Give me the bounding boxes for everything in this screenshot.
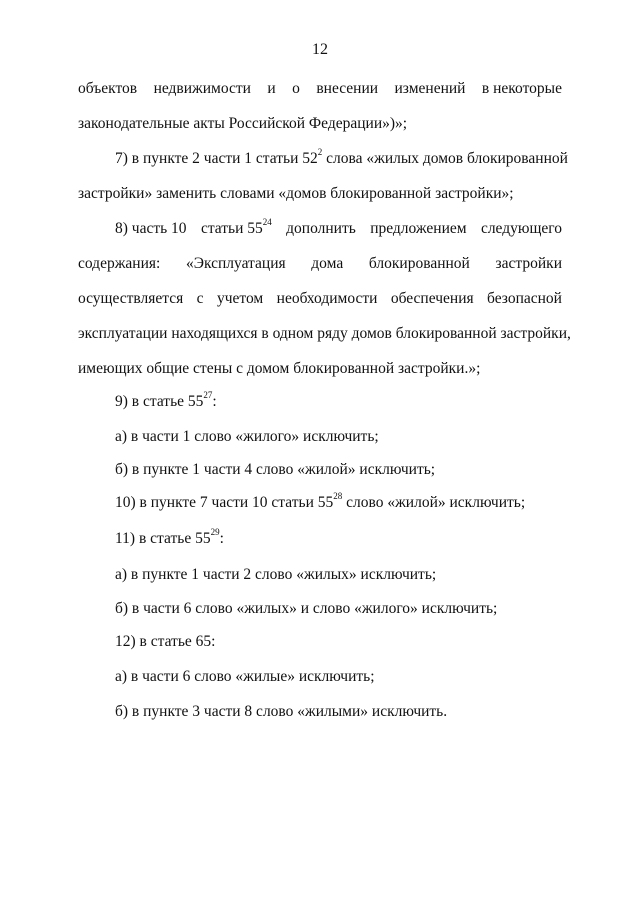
item-8-line-2: [78, 254, 562, 274]
word: содержания:: [78, 255, 161, 272]
item-8-line-4: эксплуатации находящихся в одном ряду домов блокированной застройки,: [78, 325, 571, 342]
word: и: [267, 80, 276, 97]
item-12: 12) в статье 65:: [115, 633, 216, 650]
text-line-1: [78, 79, 562, 99]
item-11b: б) в части 6 слово «жилых» и слово «жилого» исключить;: [115, 600, 498, 617]
word: о: [292, 80, 300, 97]
item-8-line-5: имеющих общие стены с домом блокированной застройки.»;: [78, 360, 481, 377]
superscript: 27: [203, 389, 213, 400]
word: следующего: [480, 220, 562, 237]
item-11: 11) в статье $55^{29}$:: [115, 526, 224, 547]
word: учетом: [216, 290, 264, 307]
item-8-line-1: [115, 216, 562, 239]
item-9b: б) в пункте 1 части 4 слово «жилой» исключить;: [115, 461, 436, 478]
word: дополнить: [286, 220, 356, 237]
word: «Эксплуатация: [186, 255, 286, 272]
word: статьи $55^{24}$: [200, 216, 272, 237]
item-7-line-1: 7) в пункте 2 части 1 статьи $52^2$ слова «жилых домов блокированной: [115, 146, 568, 167]
item-12b: б) в пункте 3 части 8 слово «жилыми» исключить.: [115, 703, 448, 720]
word: дома: [311, 255, 344, 272]
word: в некоторые: [481, 80, 562, 97]
word: безопасной: [487, 290, 562, 307]
word: с: [196, 290, 204, 307]
word: 8) часть 10: [115, 220, 187, 237]
word: объектов: [78, 80, 138, 97]
text-line-2: законодательные акты Российской Федерации»)»;: [78, 115, 408, 132]
word: предложением: [370, 220, 467, 237]
word: осуществляется: [78, 290, 184, 307]
word: необходимости: [276, 290, 378, 307]
item-7-line-2: застройки» заменить словами «домов блокированной застройки»;: [78, 185, 514, 202]
page-number: 12: [312, 41, 328, 58]
word: недвижимости: [153, 80, 251, 97]
superscript: 29: [210, 526, 220, 537]
item-11a: а) в пункте 1 части 2 слово «жилых» исключить;: [115, 566, 437, 583]
item-8-line-3: [78, 289, 562, 309]
superscript: 2: [317, 146, 323, 157]
item-12a: а) в части 6 слово «жилые» исключить;: [115, 668, 375, 685]
superscript: 28: [333, 490, 343, 501]
word: блокированной: [368, 255, 470, 272]
word: внесении: [316, 80, 379, 97]
item-10: 10) в пункте 7 части 10 статьи $55^{28}$ слово «жилой» исключить;: [115, 490, 526, 511]
word: обеспечения: [390, 290, 474, 307]
item-9a: а) в части 1 слово «жилого» исключить;: [115, 428, 379, 445]
word: изменений: [394, 80, 466, 97]
word: застройки: [495, 255, 562, 272]
superscript: 24: [262, 216, 272, 227]
item-9: 9) в статье $55^{27}$:: [115, 389, 217, 410]
